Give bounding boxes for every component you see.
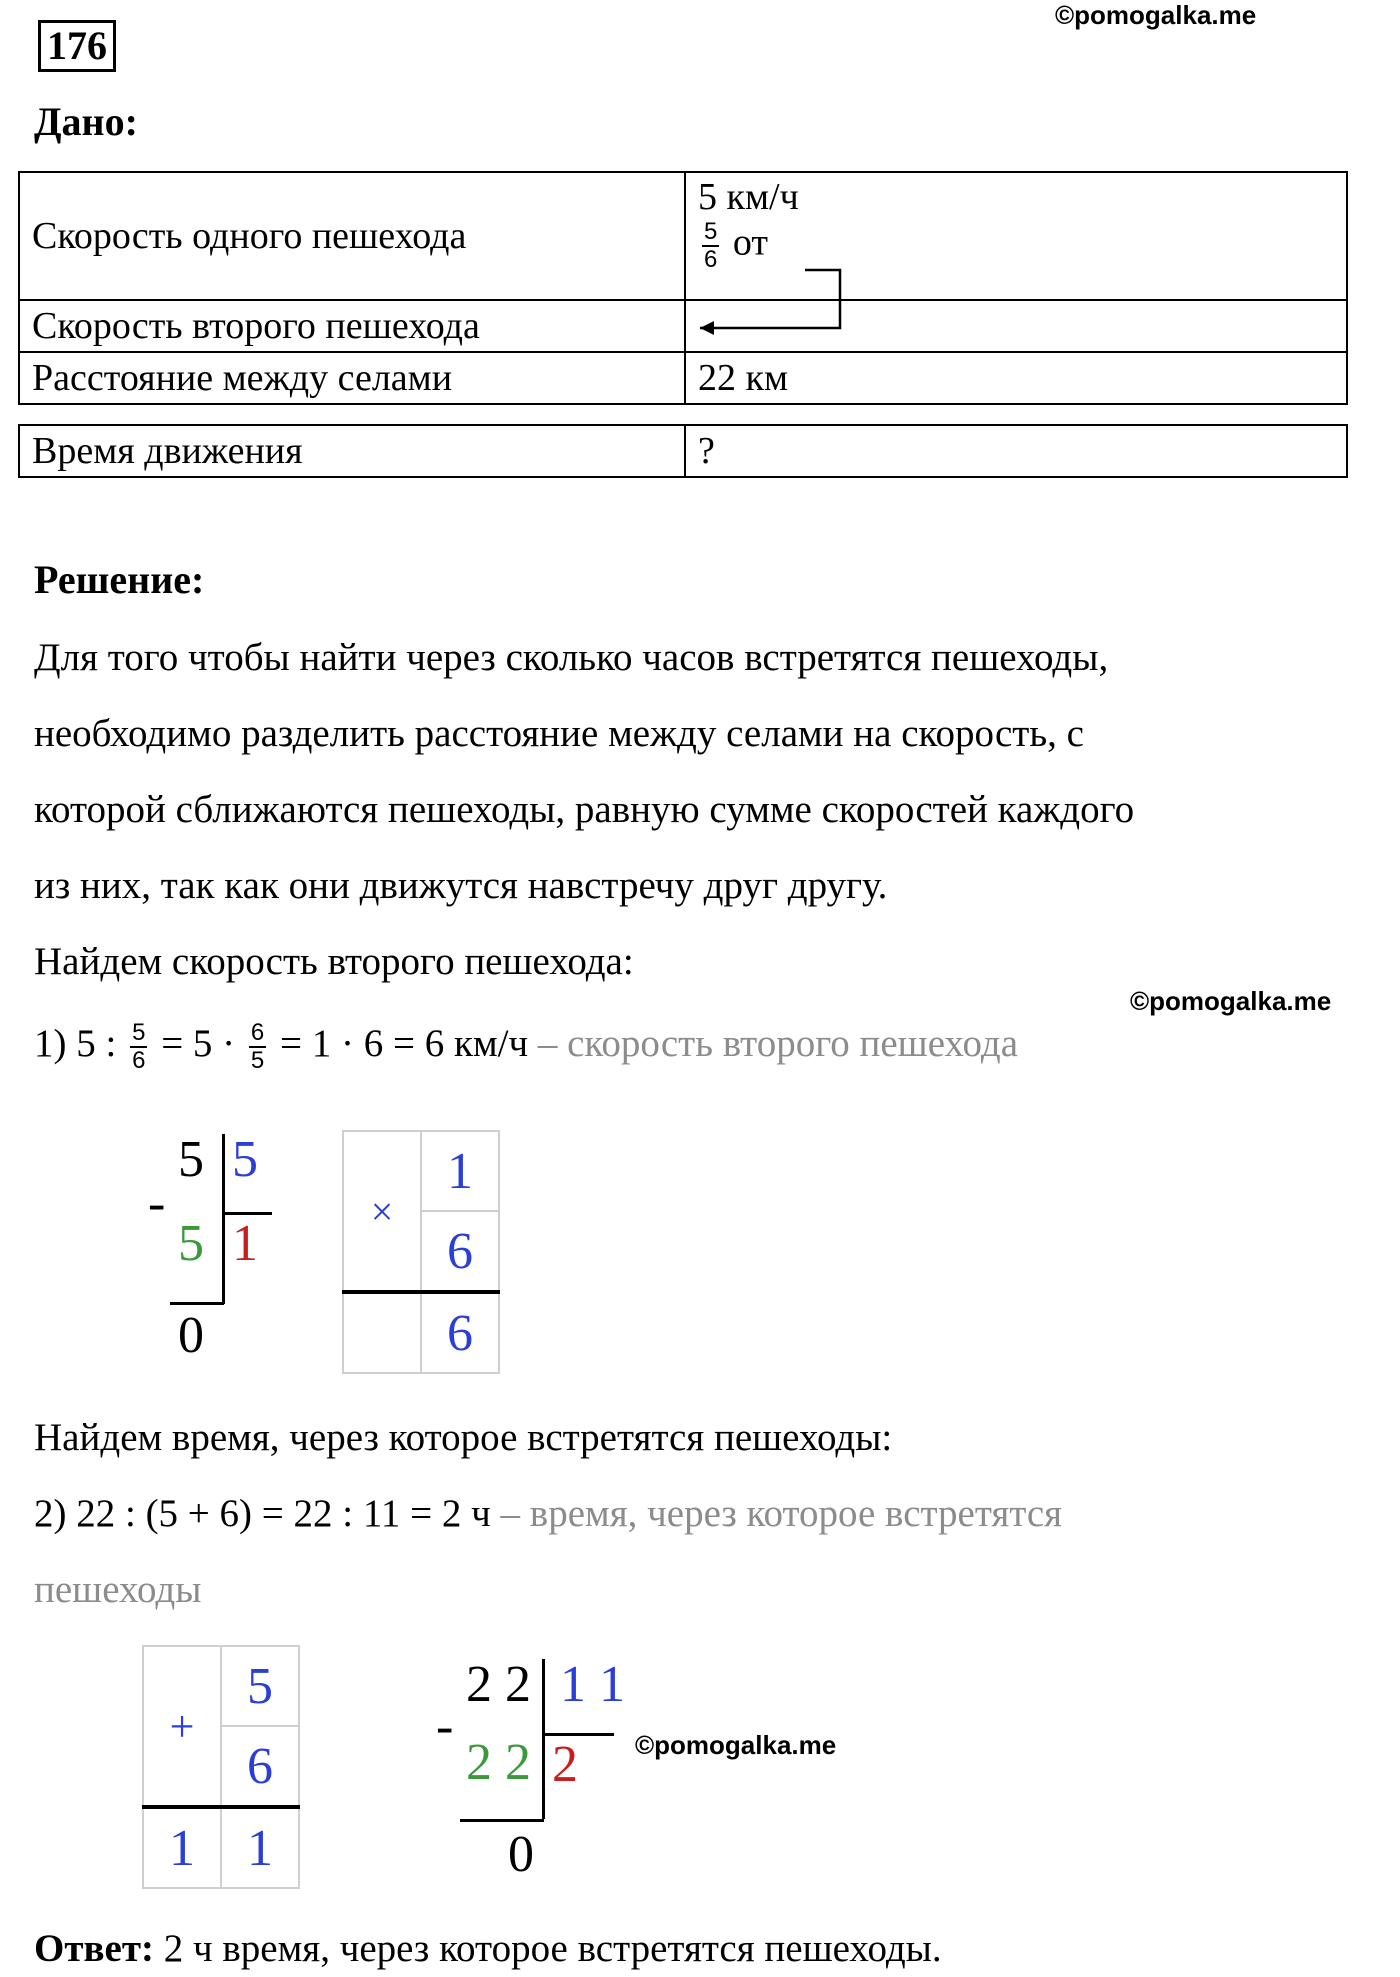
grid-cell-result-tens: 1	[143, 1807, 221, 1888]
explanation-line: которой сближаются пешеходы, равную сумме скоростей каждого	[34, 788, 1135, 831]
step1-fraction-1	[130, 1020, 147, 1074]
minus-sign: -	[436, 1698, 454, 1755]
watermark-top: ©pomogalka.me	[1055, 0, 1257, 30]
multiplication-grid	[342, 1130, 500, 1374]
grid-cell-bottom: 6	[421, 1211, 499, 1292]
task-number: 176	[38, 20, 116, 72]
step1-result: = 1 · 6 = 6 км/ч	[280, 1021, 529, 1065]
division-divisor-line	[544, 1733, 614, 1736]
step2-expression: 2) 22 : (5 + 6) = 22 : 11 = 2 ч	[34, 1492, 491, 1535]
unknown-table	[18, 424, 1348, 478]
step2-comment: – время, через которое встретятся	[500, 1492, 1063, 1535]
solution-heading: Решение:	[34, 557, 205, 602]
division-divisor-line	[224, 1212, 272, 1215]
grid-cell-top: 1	[421, 1131, 499, 1211]
subtrahend: 2 2	[466, 1734, 531, 1791]
explanation-line: необходимо разделить расстояние между селами на скорость, с	[34, 712, 1084, 755]
step1-mid: = 5 ·	[161, 1021, 236, 1065]
step2-intro: Найдем время, через которое встретятся пешеходы:	[34, 1416, 893, 1459]
watermark-middle: ©pomogalka.me	[1130, 986, 1332, 1016]
given-speed1-label: Скорость одного пешехода	[19, 172, 685, 300]
step1-fraction-2	[249, 1020, 266, 1074]
grid-cell-top: 5	[221, 1646, 299, 1726]
plus-sign: +	[143, 1646, 221, 1807]
grid-cell-empty	[343, 1292, 421, 1373]
division-result-line	[170, 1302, 224, 1305]
remainder: 0	[508, 1826, 534, 1883]
subtrahend: 5	[178, 1215, 204, 1272]
division-result-line	[460, 1819, 544, 1822]
fraction-denominator: 6	[132, 1047, 146, 1074]
multiply-sign: ×	[343, 1131, 421, 1292]
answer	[34, 1926, 942, 1971]
minus-sign: -	[148, 1175, 166, 1232]
given-distance-label: Расстояние между селами	[19, 352, 685, 404]
step2-block	[34, 1400, 1374, 1628]
relation-arrow	[690, 258, 850, 338]
answer-text: 2 ч время, через которое встретятся пешеходы.	[163, 1927, 942, 1970]
relation-suffix: от	[732, 221, 768, 264]
step1-intro: Найдем скорость второго пешехода:	[34, 940, 634, 983]
fraction-numerator: 5	[704, 218, 718, 245]
long-division-2	[430, 1655, 650, 1895]
quotient: 1	[232, 1215, 258, 1272]
watermark-bottom: ©pomogalka.me	[635, 1730, 837, 1760]
step1-comment: – скорость второго пешехода	[537, 1021, 1019, 1065]
given-speed2-label: Скорость второго пешехода	[19, 300, 685, 352]
divisor: 5	[232, 1131, 258, 1188]
speed1-value-text: 5 км/ч	[698, 176, 799, 218]
step1-formula	[34, 1020, 1018, 1074]
given-time-label: Время движения	[19, 425, 685, 477]
grid-cell-result: 6	[421, 1292, 499, 1373]
remainder: 0	[178, 1307, 204, 1364]
given-distance-value: 22 км	[685, 352, 1347, 404]
given-time-value: ?	[685, 425, 1347, 477]
divisor: 1 1	[560, 1656, 625, 1713]
fraction-denominator: 6	[704, 246, 718, 273]
quotient: 2	[552, 1736, 578, 1793]
given-table	[18, 171, 1348, 405]
grid-cell-bottom: 6	[221, 1726, 299, 1807]
step1-prefix: 1) 5 :	[34, 1021, 117, 1065]
fraction-numerator: 5	[132, 1019, 146, 1046]
dividend: 5	[178, 1131, 204, 1188]
fraction-numerator: 6	[250, 1019, 265, 1046]
explanation-line: из них, так как они движутся навстречу друг другу.	[34, 864, 888, 907]
grid-cell-result-ones: 1	[221, 1807, 299, 1888]
addition-grid	[142, 1645, 300, 1889]
explanation-line: Для того чтобы найти через сколько часов встретятся пешеходы,	[34, 636, 1109, 679]
given-heading: Дано:	[34, 99, 138, 144]
step2-formula	[34, 1476, 1374, 1552]
step2-comment-cont: пешеходы	[34, 1568, 202, 1611]
answer-label: Ответ:	[34, 1927, 155, 1970]
fraction-denominator: 5	[250, 1047, 265, 1074]
long-division-1	[140, 1130, 300, 1390]
division-vertical-line	[222, 1134, 225, 1304]
dividend: 2 2	[466, 1656, 531, 1713]
explanation	[34, 620, 1374, 1000]
division-vertical-line	[542, 1659, 545, 1819]
